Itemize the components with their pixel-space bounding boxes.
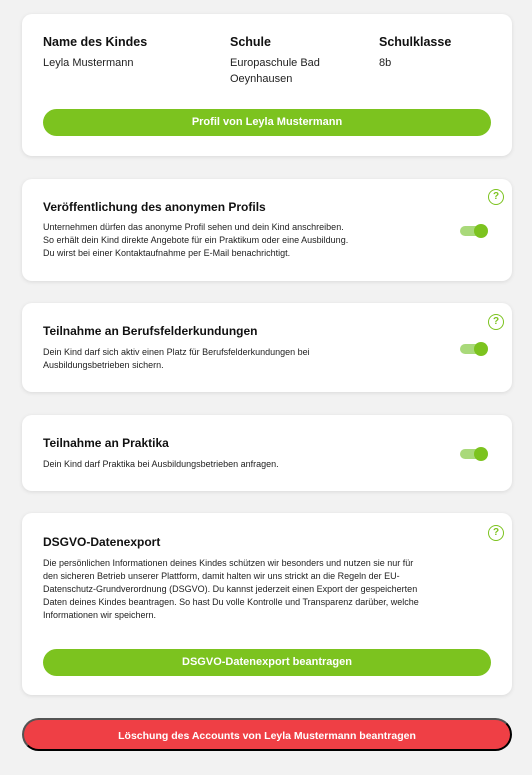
- dsgvo-desc-line: Informationen wir speichern.: [43, 610, 157, 620]
- help-icon[interactable]: ?: [488, 189, 504, 205]
- delete-account-button[interactable]: Löschung des Accounts von Leyla Mustermann beantragen: [22, 718, 512, 751]
- berufsfelder-desc-line: Dein Kind darf sich aktiv einen Platz für Berufsfelderkundungen bei: [43, 347, 310, 357]
- dsgvo-desc-line: Datenschutz-Grundverordnung (DSGVO). Du kannst jederzeit einen Export der gespeicherten: [43, 584, 418, 594]
- berufsfelder-desc-line: Ausbildungsbetrieben sichern.: [43, 360, 164, 370]
- dsgvo-description: [43, 557, 419, 622]
- school-label: Schule: [230, 35, 271, 49]
- praktika-title: Teilnahme an Praktika: [43, 436, 169, 450]
- class-label: Schulklasse: [379, 35, 452, 49]
- help-icon[interactable]: ?: [488, 314, 504, 330]
- dsgvo-desc-line: den sicheren Betrieb unserer Plattform, damit halten wir uns strickt an die Regeln der EU-: [43, 571, 400, 581]
- profile-button[interactable]: Profil von Leyla Mustermann: [43, 109, 491, 136]
- anon-profile-desc-line: Du wirst bei einer Kontaktaufnahme per E-Mail benachrichtigt.: [43, 248, 291, 258]
- school-line-2: Oeynhausen: [230, 73, 293, 85]
- school-value: [230, 55, 320, 87]
- toggle-knob: [474, 224, 488, 238]
- dsgvo-export-button[interactable]: DSGVO-Datenexport beantragen: [43, 649, 491, 676]
- praktika-card: [22, 415, 512, 491]
- help-icon[interactable]: ?: [488, 525, 504, 541]
- anon-profile-desc-line: So erhält dein Kind direkte Angebote für ein Praktikum oder eine Ausbildung.: [43, 235, 349, 245]
- berufsfelder-card: [22, 303, 512, 392]
- anon-profile-card: [22, 179, 512, 281]
- dsgvo-card: [22, 513, 512, 695]
- berufsfelder-description: [43, 346, 310, 372]
- anon-profile-toggle[interactable]: [460, 226, 486, 236]
- praktika-toggle[interactable]: [460, 449, 486, 459]
- child-name-value: Leyla Mustermann: [43, 57, 134, 69]
- class-value: 8b: [379, 57, 392, 69]
- dsgvo-title: DSGVO-Datenexport: [43, 535, 161, 549]
- toggle-knob: [474, 447, 488, 461]
- praktika-desc-line: Dein Kind darf Praktika bei Ausbildungsbetrieben anfragen.: [43, 459, 279, 469]
- toggle-knob: [474, 342, 488, 356]
- berufsfelder-toggle[interactable]: [460, 344, 486, 354]
- child-name-label: Name des Kindes: [43, 35, 148, 49]
- berufsfelder-title: Teilnahme an Berufsfelderkundungen: [43, 324, 258, 338]
- praktika-description: [43, 458, 279, 471]
- anon-profile-description: [43, 221, 348, 260]
- anon-profile-title: Veröffentlichung des anonymen Profils: [43, 200, 266, 214]
- dsgvo-desc-line: Die persönlichen Informationen deines Kindes schützen wir besonders und nutzen sie nur für: [43, 558, 414, 568]
- profile-card: [22, 14, 512, 156]
- school-line-1: Europaschule Bad: [230, 57, 320, 69]
- dsgvo-desc-line: Daten deines Kindes beantragen. So hast Du volle Kontrolle und Transparenz darüber, welche: [43, 597, 419, 607]
- anon-profile-desc-line: Unternehmen dürfen das anonyme Profil sehen und dein Kind anschreiben.: [43, 222, 344, 232]
